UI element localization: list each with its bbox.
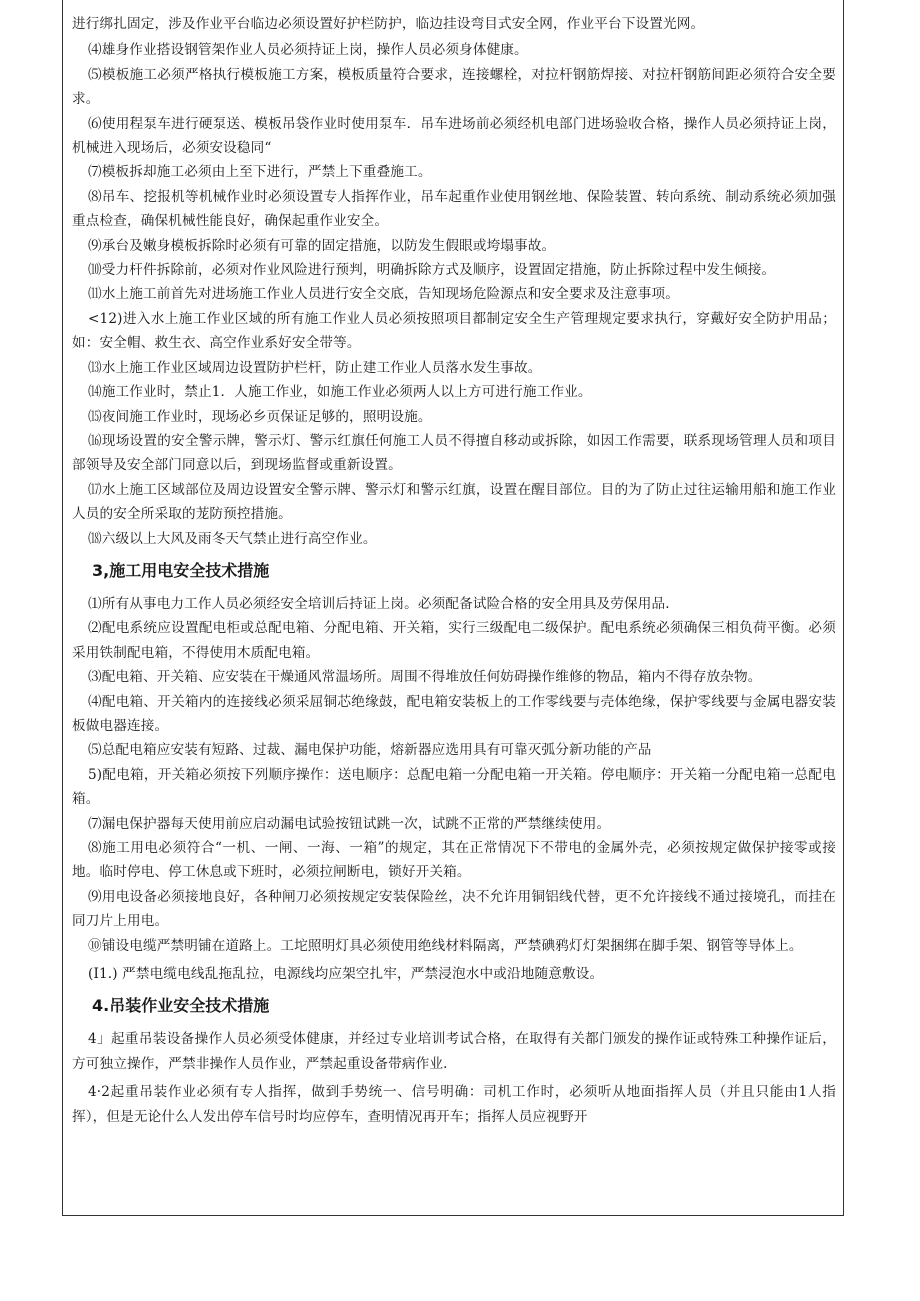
list-item: ⑵配电系统应设置配电柜或总配电箱、分配电箱、开关箱，实行三级配电二级保护。配电系统必须确保三相负荷平衡。必须采用铁制配电箱，不得使用木质配电箱。 [72, 620, 836, 661]
list-item: ⑾水上施工前首先对进场施工作业人员进行安全交底，告知现场危险源点和安全要求及注意事项。 [88, 286, 679, 303]
section-lifting [72, 994, 836, 1129]
list-item: ⒅六级以上大风及雨冬天气禁止进行高空作业。 [88, 530, 377, 547]
list-item: ⑹使用程泵车进行硬泵送、模板吊袋作业时使用泵车．吊车进场前必须经机电部门进场验收合格，操作人员必须持证上岗，机械进入现场后，必须安设稳同“ [72, 115, 836, 157]
intro-continuation: 进行绑扎固定，涉及作业平台临边必须设置好护栏防护，临边挂设弯目式安全网，作业平台下设置光网。 [72, 16, 705, 32]
list-item: ⒂夜间施工作业时，现场必乡页保证足够的，照明设施。 [88, 408, 432, 425]
list-item: ⑴所有从事电力工作人员必须经安全培训后持证上岗。必须配备试险合格的安全用具及劳保用品. [88, 595, 670, 612]
list-item: ⑺模板拆却施工必须由上至下进行，严禁上下重叠施工。 [88, 164, 432, 181]
section-heading: 4.吊装作业安全技术措施 [92, 996, 270, 1016]
list-item: ⒀水上施工作业区域周边设置防护栏杆，防止建工作业人员落水发生事故。 [88, 359, 542, 376]
list-item: ⑸总配电箱应安装有短路、过裁、漏电保护功能，熔新器应选用具有可靠灭弧分新功能的产品 [88, 742, 652, 759]
list-item: 4·2起重吊装作业必须有专人指挥，做到手势统一、信号明确：司机工作时，必须听从地面指挥人员（并且只能由1人指挥），但是无论什么人发出停车信号时均应停车，查明情况再开车；指挥人员应视野开 [72, 1084, 836, 1125]
list-item: ⑶配电箱、开关箱、应安装在干燥通风常温场所。周围不得堆放任何妨碍操作维修的物品，箱内不得存放杂物。 [88, 669, 762, 686]
list-item: 5)配电箱，开关箱必须按下列顺序操作：送电顺序：总配电箱一分配电箱一开关箱。停电顺序：开关箱一分配电箱一总配电箱。 [72, 766, 836, 808]
section-electrical [72, 559, 836, 987]
list-item: ⑸模板施工必须严格执行模板施工方案，模板质量符合要求，连接螺栓，对拉杆钢筋焊接、对拉杆钢筋间距必须符合安全要求。 [72, 66, 836, 108]
list-item: ⒁施工作业时，禁止1．人施工作业，如施工作业必须两人以上方可进行施工作业。 [88, 384, 592, 401]
list-item: ⑻施工用电必须符合“一机、一闸、一海、一箱”的规定，其在正常情况下不带电的金属外壳，必须按规定做保护接零或接地。临时停电、停工休息或下班时，必须拉闸断电，锁好开关箱。 [72, 840, 836, 881]
list-item: ⑷雄身作业搭设钢管架作业人员必须持证上岗，操作人员必须身体健康。 [88, 42, 528, 59]
list-item: ⒃现场设置的安全警示牌，警示灯、警示红旗任何施工人员不得擅自移动或拆除，如因工作需要，联系现场管理人员和项目部领导及安全部门同意以后，到现场监督或重新设置。 [72, 432, 836, 474]
list-item: ⑺漏电保护器每天使用前应启动漏电试验按钮试跳一次，试跳不正常的严禁继续使用。 [88, 815, 611, 832]
list-item: ⒄水上施工区域部位及周边设置安全警示牌、警示灯和警示红旗，设置在醒目部位。目的为了防止过往运输用船和施工作业人员的安全所采取的茏防预控措施。 [72, 481, 836, 523]
list-item: ⑽受力杆件拆除前，必须对作业风险进行预判，明确拆除方式及顺序，设置固定措施，防止拆除过程中发生倾接。 [88, 262, 776, 279]
list-item: ⑼承台及嫩身模板拆除时必须有可靠的固定措施，以防发生假眼或垮塌事故。 [88, 237, 556, 254]
list-item: (I1.) 严禁电缆电线乱拖乱拉，电源线均应架空扎牢，严禁浸泡水中或沿地随意敷设。 [88, 966, 604, 983]
section-heading: 3,施工用电安全技术措施 [92, 560, 270, 580]
list-item: 4」起重吊装设备操作人员必须受体健康，并经过专业培训考试合格，在取得有关都门颁发的操作证或特殊工种操作证后，方可独立操作，严禁非操作人员作业，严禁起重设备带病作业. [72, 1031, 836, 1072]
document-body [72, 12, 836, 1129]
list-item: ⑼用电设备必须接地良好，各种闸刀必须按规定安装保险丝，决不允许用铜铝线代替，更不允许接线不通过接境孔，而挂在同刀片上用电。 [72, 888, 836, 930]
list-item: ⑻吊车、挖报机等机械作业时必须设置专人指挥作业，吊车起重作业使用钢丝地、保险装置、转向系统、制动系统必须加强重点检查，确保机械性能良好，确保起重作业安全。 [72, 188, 836, 230]
section-formwork [72, 38, 836, 551]
list-item: <12)进入水上施工作业区域的所有施工作业人员必须按照项目都制定安全生产管理规定要求执行，穿戴好安全防护用品；如：安全帽、救生衣、高空作业系好安全带等。 [72, 310, 836, 352]
list-item: ⑷配电箱、开关箱内的连接线必须采屈铜芯绝缘鼓，配电箱安装板上的工作零线要与壳体绝缘，保护零线要与金属电器安装板做电器连接。 [72, 693, 836, 734]
list-item: ⑩铺设电缆严禁明铺在道路上。工坨照明灯具必须使用绝线材料隔离，严禁碘鸦灯灯架捆绑在脚手架、钢管等导体上。 [88, 937, 803, 954]
